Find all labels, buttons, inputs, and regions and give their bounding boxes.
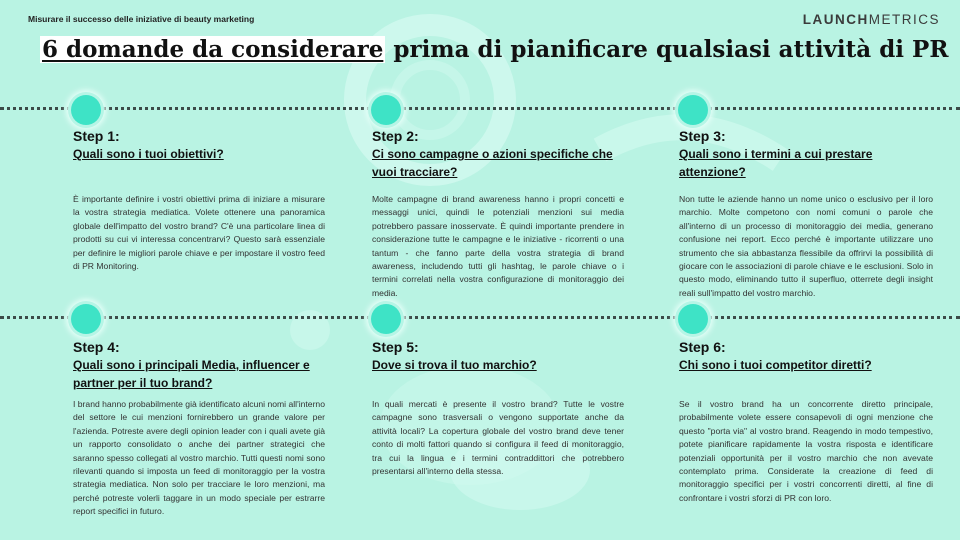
step-5-node <box>371 304 401 334</box>
step-1-node <box>71 95 101 125</box>
step-6-label: Step 6: <box>679 339 726 355</box>
step-1-question: Quali sono i tuoi obiettivi? <box>73 147 224 161</box>
step-5-label: Step 5: <box>372 339 419 355</box>
step-3 <box>679 128 933 298</box>
document-subtitle: Misurare il successo delle iniziative di beauty marketing <box>28 14 255 24</box>
step-1 <box>73 128 325 272</box>
step-4-body: I brand hanno probabilmente già identificato alcuni nomi all'interno del settore le cui menzioni fornirebbero un grande valore per l'azienda. Potreste avere degli opinion leader con i quali avete già un rapporto consolidato o anche dei partner strategici che saranno spesso collegati al vostro marchio. Tutti questi nomi sono rilevanti quando si imposta un feed di monitoraggio per la vostra strategia mediatica. Non solo per tracciare le loro menzioni, ma perché potreste volerli taggare in un modo speciale per estrarre report specifici in futuro. <box>73 399 325 517</box>
step-6 <box>679 339 933 503</box>
step-5-body: In quali mercati è presente il vostro brand? Tutte le vostre campagne sono trasversali o vengono supportate anche da attività locali? La copertura globale del vostro brand deve tener conto di molti fattori quando si configura il feed di monitoraggio, tra cui la lingua e i termini contraddittori che potrebbero presentarsi all'interno della stessa. <box>372 399 624 477</box>
step-6-node <box>678 304 708 334</box>
page-title <box>40 36 949 63</box>
step-4-node <box>71 304 101 334</box>
step-1-body: È importante definire i vostri obiettivi prima di iniziare a misurare la vostra strategia mediatica. Volete ottenere una panoramica globale dell'impatto del vostro brand? C'è una particolare linea di prodotti su cui vi interessa concentrarvi? Questo sarà essenziale per definire le migliori parole chiave e per impostare il vostro feed di PR Monitoring. <box>73 194 325 272</box>
step-2-question: Ci sono campagne o azioni specifiche che vuoi tracciare? <box>372 147 613 179</box>
title-rest: prima di pianificare qualsiasi attività di PR <box>385 36 949 63</box>
step-3-body: Non tutte le aziende hanno un nome unico o esclusivo per il loro marchio. Molte competono con nomi comuni o parole che all'interno di un processo di monitoraggio dei media, generano confusione nei report. Ecco perché è importante utilizzare uno strumento che sia abbastanza flessibile da offrirvi la possibilità di giocare con le associazioni di parole chiave e le esclusioni. Solo in questo modo, eliminando tutto il superfluo, otterrete degli insight reali sull'impatto del vostro marchio. <box>679 194 933 298</box>
step-6-body: Se il vostro brand ha un concorrente diretto principale, probabilmente volete essere consapevoli di ogni menzione che questo "porta via" al vostro brand. Reagendo in modo tempestivo, potete pianificare rapidamente la vostra risposta e identificare potenziali opportunità per il vostro marchio che non avevate contemplato prima. Considerate la creazione di feed di monitoraggio specifici per i vostri concorrenti diretti, al fine di confrontare i vostri sforzi di PR con loro. <box>679 399 933 503</box>
step-6-question: Chi sono i tuoi competitor diretti? <box>679 358 872 372</box>
logo-part-light: METRICS <box>868 12 940 27</box>
step-2-body: Molte campagne di brand awareness hanno i propri concetti e messaggi unici, quindi le potenziali menzioni sui media potrebbero passare inosservate. È quindi importante prendere in considerazione tutte le campagne e le iniziative - ricorrenti o una tantum - che fanno parte della vostra strategia di brand awareness, includendo tutti gli hashtag, le parole chiave o i termini correlati nella vostra configurazione di monitoraggio dei media. <box>372 194 624 298</box>
step-2-label: Step 2: <box>372 128 419 144</box>
logo-part-bold: LAUNCH <box>802 12 869 27</box>
step-3-node <box>678 95 708 125</box>
step-4 <box>73 339 325 517</box>
step-2 <box>372 128 624 298</box>
step-1-label: Step 1: <box>73 128 120 144</box>
step-5 <box>372 339 624 477</box>
step-3-label: Step 3: <box>679 128 726 144</box>
step-2-node <box>371 95 401 125</box>
timeline-row-1 <box>0 107 960 110</box>
step-4-question: Quali sono i principali Media, influencer e partner per il tuo brand? <box>73 358 310 390</box>
title-highlight: 6 domande da considerare <box>42 36 384 63</box>
step-4-label: Step 4: <box>73 339 120 355</box>
launchmetrics-logo <box>803 12 940 27</box>
timeline-row-2 <box>0 316 960 319</box>
step-3-question: Quali sono i termini a cui prestare attenzione? <box>679 147 873 179</box>
step-5-question: Dove si trova il tuo marchio? <box>372 358 537 372</box>
